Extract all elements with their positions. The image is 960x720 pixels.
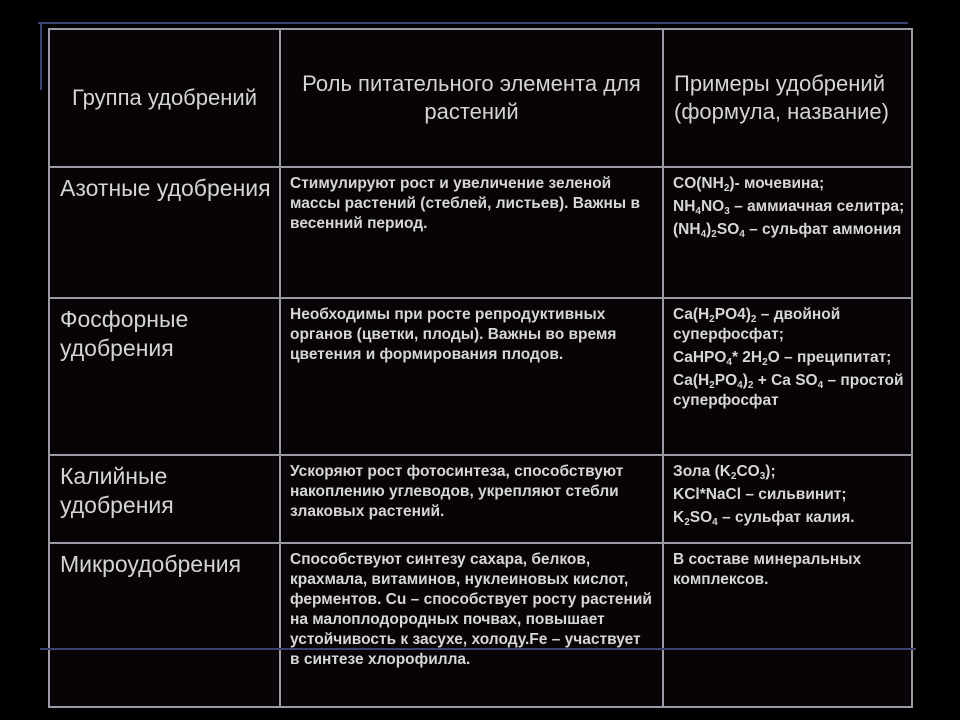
row-nitrogen-role: Стимулируют рост и увеличение зеленой массы растений (стеблей, листьев). Важны в весенний период. <box>281 168 664 299</box>
decorative-top-line <box>38 22 908 24</box>
row-nitrogen-group: Азотные удобрения <box>50 168 281 299</box>
decorative-bottom-line <box>40 648 916 650</box>
example-line: $CO(NH_2)-$ мочевина; <box>673 175 825 194</box>
example-line: $NH_4NO_3$ – аммиачная селитра; <box>673 198 905 217</box>
example-line: $Ca(H_2PO_4)_2 + Ca$ $SO_4$ – простой суперфосфат <box>673 372 904 409</box>
example-line: $(NH_4)_2SO_4$ – сульфат аммония <box>673 221 902 240</box>
example-line: В составе минеральных комплексов. <box>673 551 862 588</box>
row-micro-group: Микроудобрения <box>50 544 281 706</box>
row-phosphorus-examples <box>664 299 911 456</box>
row-nitrogen-examples <box>664 168 911 299</box>
row-phosphorus-role: Необходимы при росте репродуктивных органов (цветки, плоды). Важны во время цветения и формирования плодов. <box>281 299 664 456</box>
row-potassium-examples <box>664 456 911 544</box>
decorative-left-line <box>40 22 42 90</box>
fertilizer-table <box>48 28 913 708</box>
example-line: CaHPO$_4$* $2H_2O$ – преципитат; <box>673 349 892 368</box>
example-line: Зола $(K_2CO_3)$; <box>673 463 776 482</box>
row-micro-examples <box>664 544 911 706</box>
row-micro-role: Способствуют синтезу сахара, белков, крахмала, витаминов, нуклеиновых кислот, ферментов. Cu – способствует росту растений на малоплодородных почвах, повышает устойчивость к засухе, холоду.Fe – участвует в синтезе хлорофилла. <box>281 544 664 706</box>
example-line: $Ca(H_2PO4)_2$ – двойной суперфосфат; <box>673 306 841 343</box>
row-potassium-group: Калийные удобрения <box>50 456 281 544</box>
header-group: Группа удобрений <box>50 30 281 168</box>
example-line: $K_2SO_4$ – сульфат калия. <box>673 509 855 528</box>
row-potassium-role: Ускоряют рост фотосинтеза, способствуют накоплению углеводов, укрепляют стебли злаковых растений. <box>281 456 664 544</box>
header-role: Роль питательного элемента для растений <box>281 30 664 168</box>
row-phosphorus-group: Фосфорные удобрения <box>50 299 281 456</box>
example-line: KCl*NaCl – сильвинит; <box>673 486 847 503</box>
header-examples: Примеры удобрений (формула, название) <box>664 30 911 168</box>
